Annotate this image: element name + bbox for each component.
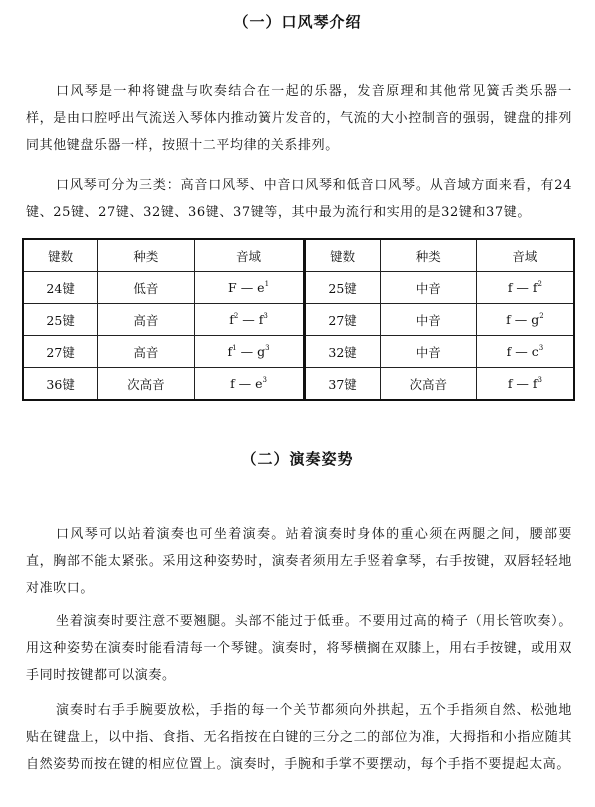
range-cell: f — $c^3$ (476, 336, 574, 368)
posture-paragraph-1: 口风琴可以站着演奏也可坐着演奏。站着演奏时身体的重心须在两腿之间，腰部要直，胸部不能太紧张。采用这种姿势时，演奏者须用左手竖着拿琴，右手按键，双唇轻轻地对准吹口。 (26, 527, 572, 596)
type-cell: 高音 (98, 336, 194, 368)
header-cell: 种类 (98, 239, 194, 272)
range-cell: $f^2$ — $f^3$ (194, 304, 304, 336)
key-count-cell: 25键 (23, 304, 98, 336)
table-row (23, 272, 574, 304)
type-cell: 低音 (98, 272, 194, 304)
range-cell: f — $f^3$ (476, 368, 574, 401)
type-cell: 中音 (380, 272, 476, 304)
header-cell: 键数 (23, 239, 98, 272)
posture-paragraph-3: 演奏时右手手腕要放松，手指的每一个关节都须向外拱起，五个手指须自然、松弛地贴在键盘上，以中指、食指、无名指按在白键的三分之二的部位为准，大拇指和小指应随其自然姿势而按在键的相应位置上。演奏时，手腕和手掌不要摆动，每个手指不要提起太高。 (26, 703, 572, 772)
intro-paragraph-1: 口风琴是一种将键盘与吹奏结合在一起的乐器，发音原理和其他常见簧舌类乐器一样，是由口腔呼出气流送入琴体内推动簧片发音的，气流的大小控制音的强弱，键盘的排列同其他键盘乐器一样，按照十二平均律的关系排列。 (26, 84, 572, 153)
key-range-table (22, 238, 575, 401)
posture-paragraph-2: 坐着演奏时要注意不要翘腿。头部不能过于低垂。不要用过高的椅子（用长管吹奏）。用这种姿势在演奏时能看清每一个琴键。演奏时，将琴横搁在双膝上，用右手按键，或用双手同时按键都可以演奏。 (26, 614, 572, 683)
key-count-cell: 27键 (23, 336, 98, 368)
type-cell: 中音 (380, 336, 476, 368)
key-count-cell: 25键 (304, 272, 380, 304)
table-row (23, 336, 574, 368)
section-title-playing-posture: （二）演奏姿势 (241, 450, 354, 468)
header-cell: 键数 (304, 239, 380, 272)
range-cell: $f^1$ — $g^3$ (194, 336, 304, 368)
header-cell: 种类 (380, 239, 476, 272)
table-header-row (23, 239, 574, 272)
type-cell: 中音 (380, 304, 476, 336)
type-cell: 次高音 (98, 368, 194, 401)
range-cell: f — $f^2$ (476, 272, 574, 304)
range-cell: f — $g^2$ (476, 304, 574, 336)
range-cell: f — $e^3$ (194, 368, 304, 401)
key-count-cell: 24键 (23, 272, 98, 304)
table-row (23, 304, 574, 336)
section-title-introduction: （一）口风琴介绍 (233, 13, 362, 31)
header-cell: 音域 (476, 239, 574, 272)
type-cell: 高音 (98, 304, 194, 336)
key-count-cell: 36键 (23, 368, 98, 401)
table-row (23, 368, 574, 401)
header-cell: 音域 (194, 239, 304, 272)
intro-paragraph-2: 口风琴可分为三类：高音口风琴、中音口风琴和低音口风琴。从音域方面来看，有24键、25键、27键、32键、36键、37键等，其中最为流行和实用的是32键和37键。 (26, 178, 572, 220)
range-cell: F — $e^1$ (194, 272, 304, 304)
key-count-cell: 37键 (304, 368, 380, 401)
key-count-cell: 27键 (304, 304, 380, 336)
key-count-cell: 32键 (304, 336, 380, 368)
type-cell: 次高音 (380, 368, 476, 401)
